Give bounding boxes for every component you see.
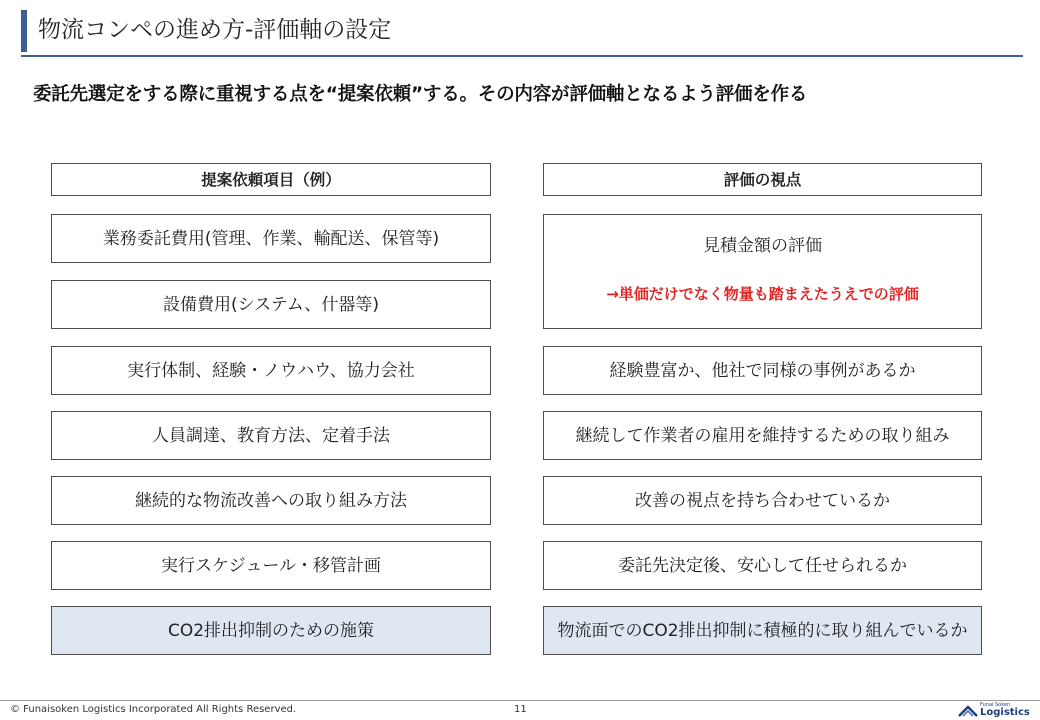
- title-accent-bar: [21, 10, 27, 52]
- title-underline: [21, 55, 1023, 57]
- request-item-co2-measures: CO2排出抑制のための施策: [51, 606, 491, 655]
- page-number: 11: [514, 704, 527, 715]
- slide-title: 物流コンペの進め方-評価軸の設定: [38, 17, 392, 43]
- company-logo: [958, 700, 1030, 720]
- evaluation-cost-label: 見積金額の評価: [703, 236, 822, 256]
- request-item-execution-structure: 実行体制、経験・ノウハウ、協力会社: [51, 346, 491, 395]
- request-item-schedule: 実行スケジュール・移管計画: [51, 541, 491, 590]
- evaluation-cost-assessment: [543, 214, 982, 329]
- logo-text: Logistics: [980, 707, 1030, 718]
- bridge-logo-icon: [958, 704, 978, 718]
- evaluation-co2-commitment: 物流面でのCO2排出抑制に積極的に取り組んでいるか: [543, 606, 982, 655]
- lead-message: 委託先選定をする際に重視する点を“提案依頼”する。その内容が評価軸となるよう評価を作る: [33, 84, 808, 105]
- footer-divider: [0, 700, 1040, 701]
- evaluation-reliability: 委託先決定後、安心して任せられるか: [543, 541, 982, 590]
- request-item-outsourcing-cost: 業務委託費用(管理、作業、輸配送、保管等): [51, 214, 491, 263]
- evaluation-improvement-viewpoint: 改善の視点を持ち合わせているか: [543, 476, 982, 525]
- evaluation-employment-retention: 継続して作業者の雇用を維持するための取り組み: [543, 411, 982, 460]
- request-item-equipment-cost: 設備費用(システム、什器等): [51, 280, 491, 329]
- left-column-header: 提案依頼項目（例）: [51, 163, 491, 196]
- right-column-header: 評価の視点: [543, 163, 982, 196]
- evaluation-experience: 経験豊富か、他社で同様の事例があるか: [543, 346, 982, 395]
- request-item-continuous-improvement: 継続的な物流改善への取り組み方法: [51, 476, 491, 525]
- copyright-notice: © Funaisoken Logistics Incorporated All Rights Reserved.: [10, 704, 297, 715]
- request-item-staffing: 人員調達、教育方法、定着手法: [51, 411, 491, 460]
- logo-subtext: Funai Soken: [980, 702, 1011, 708]
- evaluation-cost-note: →単価だけでなく物量も踏まえたうえでの評価: [606, 285, 919, 303]
